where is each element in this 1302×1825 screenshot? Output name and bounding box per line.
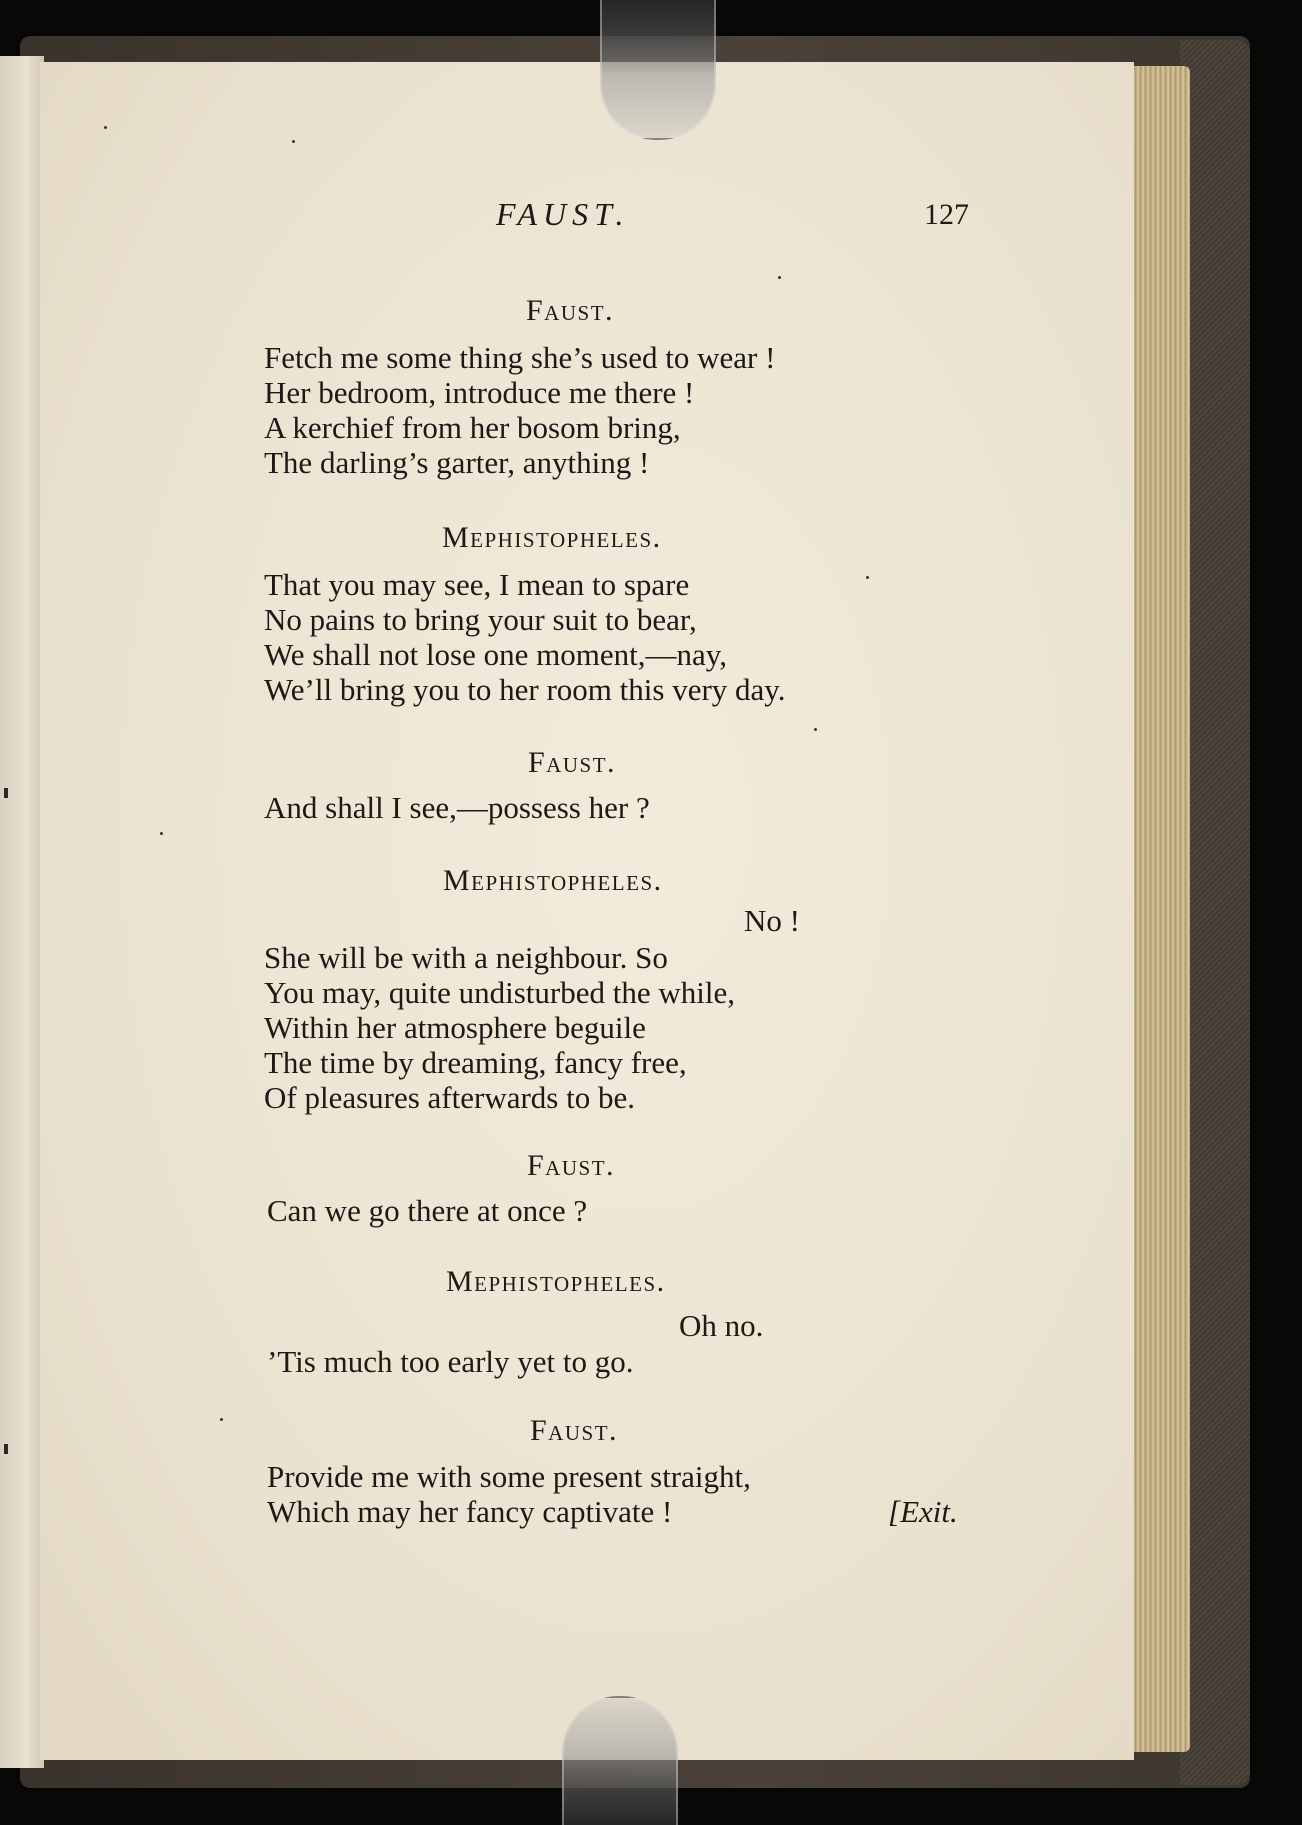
verse-line-indented: Oh no. bbox=[679, 1308, 764, 1343]
speaker-name: Faust. bbox=[527, 1149, 616, 1182]
page-speck bbox=[814, 728, 817, 731]
verse-line: ’Tis much too early yet to go. bbox=[267, 1344, 634, 1379]
verse-line: The darling’s garter, anything ! bbox=[264, 445, 650, 480]
verse-line: That you may see, I mean to spare bbox=[264, 567, 690, 602]
verse-line: And shall I see,—possess her ? bbox=[264, 790, 650, 825]
speaker-name: Mephistopheles. bbox=[446, 1265, 666, 1298]
speaker-name: Mephistopheles. bbox=[442, 521, 662, 554]
book-cover-edge bbox=[1180, 40, 1250, 1785]
verse-line: She will be with a neighbour. So bbox=[264, 940, 668, 975]
verse-line: We shall not lose one moment,—nay, bbox=[264, 637, 727, 672]
facing-page-mark bbox=[4, 788, 8, 798]
speaker-name: Faust. bbox=[526, 294, 615, 327]
verse-line: We’ll bring you to her room this very day. bbox=[264, 672, 786, 707]
page-speck bbox=[104, 126, 107, 129]
verse-line: Her bedroom, introduce me there ! bbox=[264, 375, 695, 410]
verse-line: Can we go there at once ? bbox=[267, 1193, 588, 1228]
verse-line: No pains to bring your suit to bear, bbox=[264, 602, 697, 637]
facing-page-mark bbox=[4, 1444, 8, 1454]
page-number: 127 bbox=[924, 198, 969, 231]
page-speck bbox=[778, 276, 781, 279]
verse-line: Which may her fancy captivate ! bbox=[267, 1494, 673, 1529]
speaker-name: Faust. bbox=[528, 746, 617, 779]
verse-line: You may, quite undisturbed the while, bbox=[264, 975, 735, 1010]
speaker-name: Mephistopheles. bbox=[443, 864, 663, 897]
running-head: FAUST. bbox=[496, 196, 630, 232]
stage-direction: [Exit. bbox=[888, 1494, 958, 1529]
facing-page-edge bbox=[0, 56, 44, 1768]
glass-clamp-top bbox=[600, 0, 716, 140]
verse-line: Within her atmosphere beguile bbox=[264, 1010, 646, 1045]
verse-line: The time by dreaming, fancy free, bbox=[264, 1045, 687, 1080]
verse-line: A kerchief from her bosom bring, bbox=[264, 410, 681, 445]
page-speck bbox=[866, 576, 869, 579]
glass-clamp-bottom bbox=[562, 1696, 678, 1825]
speaker-name: Faust. bbox=[530, 1414, 619, 1447]
verse-line: Of pleasures afterwards to be. bbox=[264, 1080, 635, 1115]
verse-line-indented: No ! bbox=[744, 903, 800, 938]
verse-line: Provide me with some present straight, bbox=[267, 1459, 751, 1494]
page-speck bbox=[160, 832, 163, 835]
page-speck bbox=[292, 140, 295, 143]
page-speck bbox=[220, 1418, 223, 1421]
verse-line: Fetch me some thing she’s used to wear ! bbox=[264, 340, 776, 375]
